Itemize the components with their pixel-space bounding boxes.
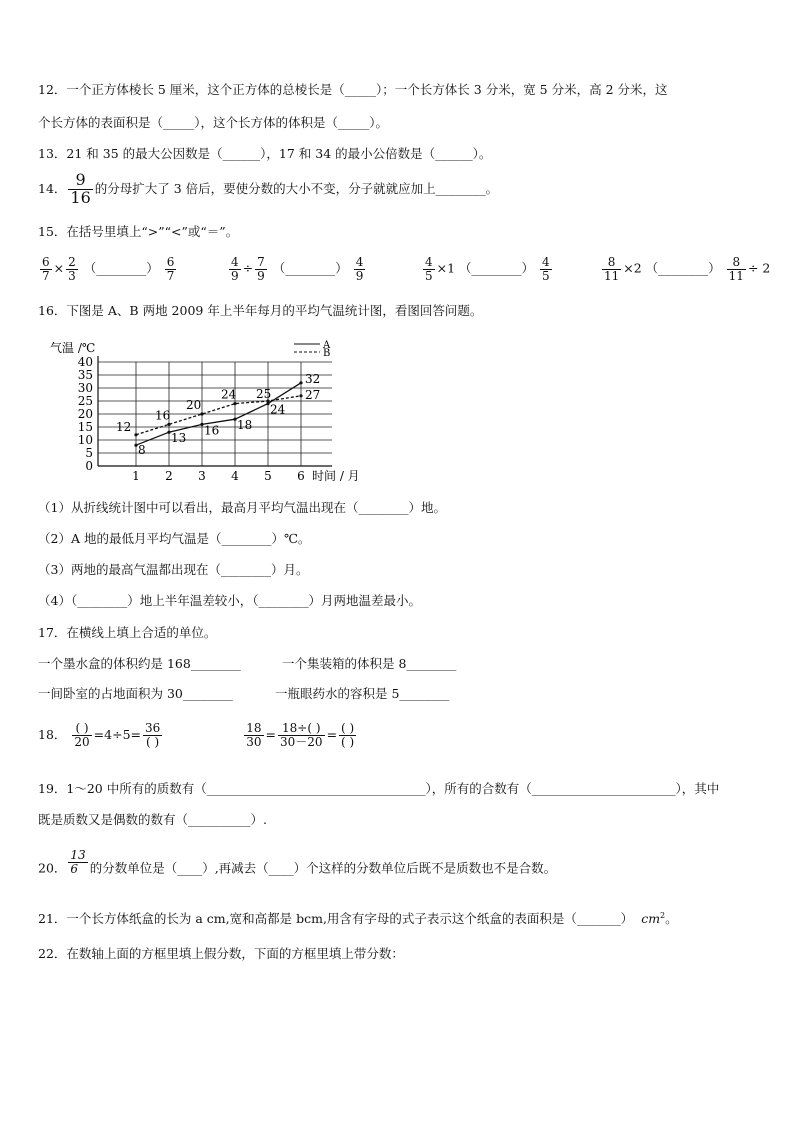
q15-item-2: $\frac{4}{9}$ ÷ $\frac{7}{9}$ （________） $\frac{4}{9}$ [230, 255, 364, 283]
q20: 20． $\frac{13}{6}$ 的分数单位是（____）,再减去（____）个这样的分数单位后既不是质数也不是合数。 [38, 848, 557, 876]
q17-a: 一个墨水盒的体积约是 168________ [38, 656, 241, 671]
series-A-data-label: 8 [138, 443, 146, 458]
q17-b: 一个集装箱的体积是 8________ [282, 656, 457, 671]
q15-title: 15．在括号里填上“>”“<”或“＝”。 [38, 224, 239, 239]
y-tick-label: 5 [85, 446, 93, 460]
series-B-point [134, 433, 137, 436]
q19-line1: 19．1～20 中所有的质数有（___________________________________），所有的合数有（_______________________），其中 [38, 781, 720, 796]
y-tick-label: 0 [85, 459, 93, 473]
q17-title: 17．在横线上填上合适的单位。 [38, 625, 217, 640]
q21: 21．一个长方体纸盒的长为 a cm,宽和高都是 bcm,用含有字母的式子表示这个纸盒的表面积是（_______） $cm^2$。 [38, 911, 678, 927]
y-tick-label: 25 [77, 394, 93, 408]
y-tick-label: 15 [77, 420, 93, 434]
legend-label-B: B [323, 348, 331, 359]
y-tick-label: 10 [77, 433, 93, 447]
x-tick-label: 2 [165, 469, 173, 483]
q16-sub1: （1）从折线统计图中可以看出，最高月平均气温出现在（________）地。 [38, 500, 446, 515]
series-B-point [299, 394, 302, 397]
q17-row1 [38, 658, 456, 671]
x-tick-label: 3 [198, 469, 206, 483]
q16-sub4: （4）（________）地上半年温差较小，（________）月两地温差最小。 [38, 593, 421, 608]
y-tick-label: 35 [77, 368, 93, 382]
q16-sub3: （3）两地的最高气温都出现在（________）月。 [38, 562, 309, 577]
chart-grid [98, 362, 332, 466]
series-B-data-label: 16 [155, 408, 171, 423]
y-tick-label: 30 [77, 381, 93, 395]
q12-line2: 个长方体的表面积是（_____），这个长方体的体积是（_____）。 [38, 115, 389, 130]
q16-sub2: （2）A 地的最低月平均气温是（________）℃。 [38, 531, 311, 546]
q13: 13．21 和 35 的最大公因数是（______），17 和 34 的最小公倍数是（______）。 [38, 146, 492, 161]
series-A-point [299, 381, 302, 384]
q18: 18． $\frac{( )}{20}$ =4÷5= $\frac{36}{( )}$ $\frac{18}{30}$ = $\frac{18\div( )}{30-20}$ = $\frac{( )}{( )}$ [38, 721, 355, 749]
series-A-data-label: 32 [305, 371, 321, 386]
q17-d: 一瓶眼药水的容积是 5________ [275, 686, 450, 701]
temperature-chart [36, 338, 376, 483]
q15-item-1: $\frac{6}{7}$ × $\frac{2}{3}$ （________） $\frac{6}{7}$ [42, 255, 175, 283]
q15-item-4: $\frac{8}{11}$ ×2 （________） $\frac{8}{11}$ ÷ 2 [603, 255, 771, 283]
chart-legend [294, 340, 331, 359]
series-B-data-label: 27 [305, 387, 321, 402]
q15-item-3: $\frac{4}{5}$ ×1 （________） $\frac{4}{5}$ [424, 255, 550, 283]
x-tick-label: 4 [231, 469, 239, 483]
q15-items [38, 256, 770, 282]
y-axis-label: 气温 /℃ [50, 341, 96, 355]
series-B-point [167, 423, 170, 426]
series-B-point [200, 412, 203, 415]
q14-fraction: $\frac{9}{16}$ [70, 170, 91, 207]
chart-labels [116, 372, 320, 457]
x-tick-label: 6 [297, 469, 305, 483]
y-tick-label: 40 [77, 355, 93, 369]
series-A-data-label: 16 [204, 423, 220, 438]
q14: 14． $\frac{9}{16}$ 的分母扩大了 3 倍后，要使分数的大小不变，分子就就应加上________。 [38, 170, 499, 207]
legend-label-A: A [323, 340, 331, 351]
series-B-data-label: 20 [186, 398, 202, 412]
x-tick-label: 5 [264, 469, 272, 483]
q16-title: 16．下图是 A、B 两地 2009 年上半年每月的平均气温统计图，看图回答问题。 [38, 303, 483, 318]
q17-c: 一间卧室的占地面积为 30________ [38, 686, 233, 701]
q17-row2 [38, 688, 449, 701]
series-A-data-label: 24 [270, 402, 286, 417]
series-B-data-label: 12 [116, 419, 132, 434]
series-B-data-label: 24 [221, 387, 237, 402]
y-tick-label: 20 [77, 407, 93, 421]
x-axis-label: 时间 / 月 [312, 469, 360, 483]
series-A-data-label: 18 [237, 418, 253, 433]
q19-line2: 既是质数又是偶数的数有（__________）. [38, 812, 267, 827]
chart-axes [50, 340, 360, 483]
q22: 22．在数轴上面的方框里填上假分数，下面的方框里填上带分数： [38, 946, 404, 961]
series-A-data-label: 13 [171, 431, 187, 446]
q12-line1: 12．一个正方体棱长 5 厘米，这个正方体的总棱长是（_____）；一个长方体长 3 分米，宽 5 分米，高 2 分米，这 [38, 82, 668, 97]
x-tick-label: 1 [132, 469, 140, 483]
series-B-data-label: 25 [256, 387, 272, 401]
series-B-point [233, 402, 236, 405]
